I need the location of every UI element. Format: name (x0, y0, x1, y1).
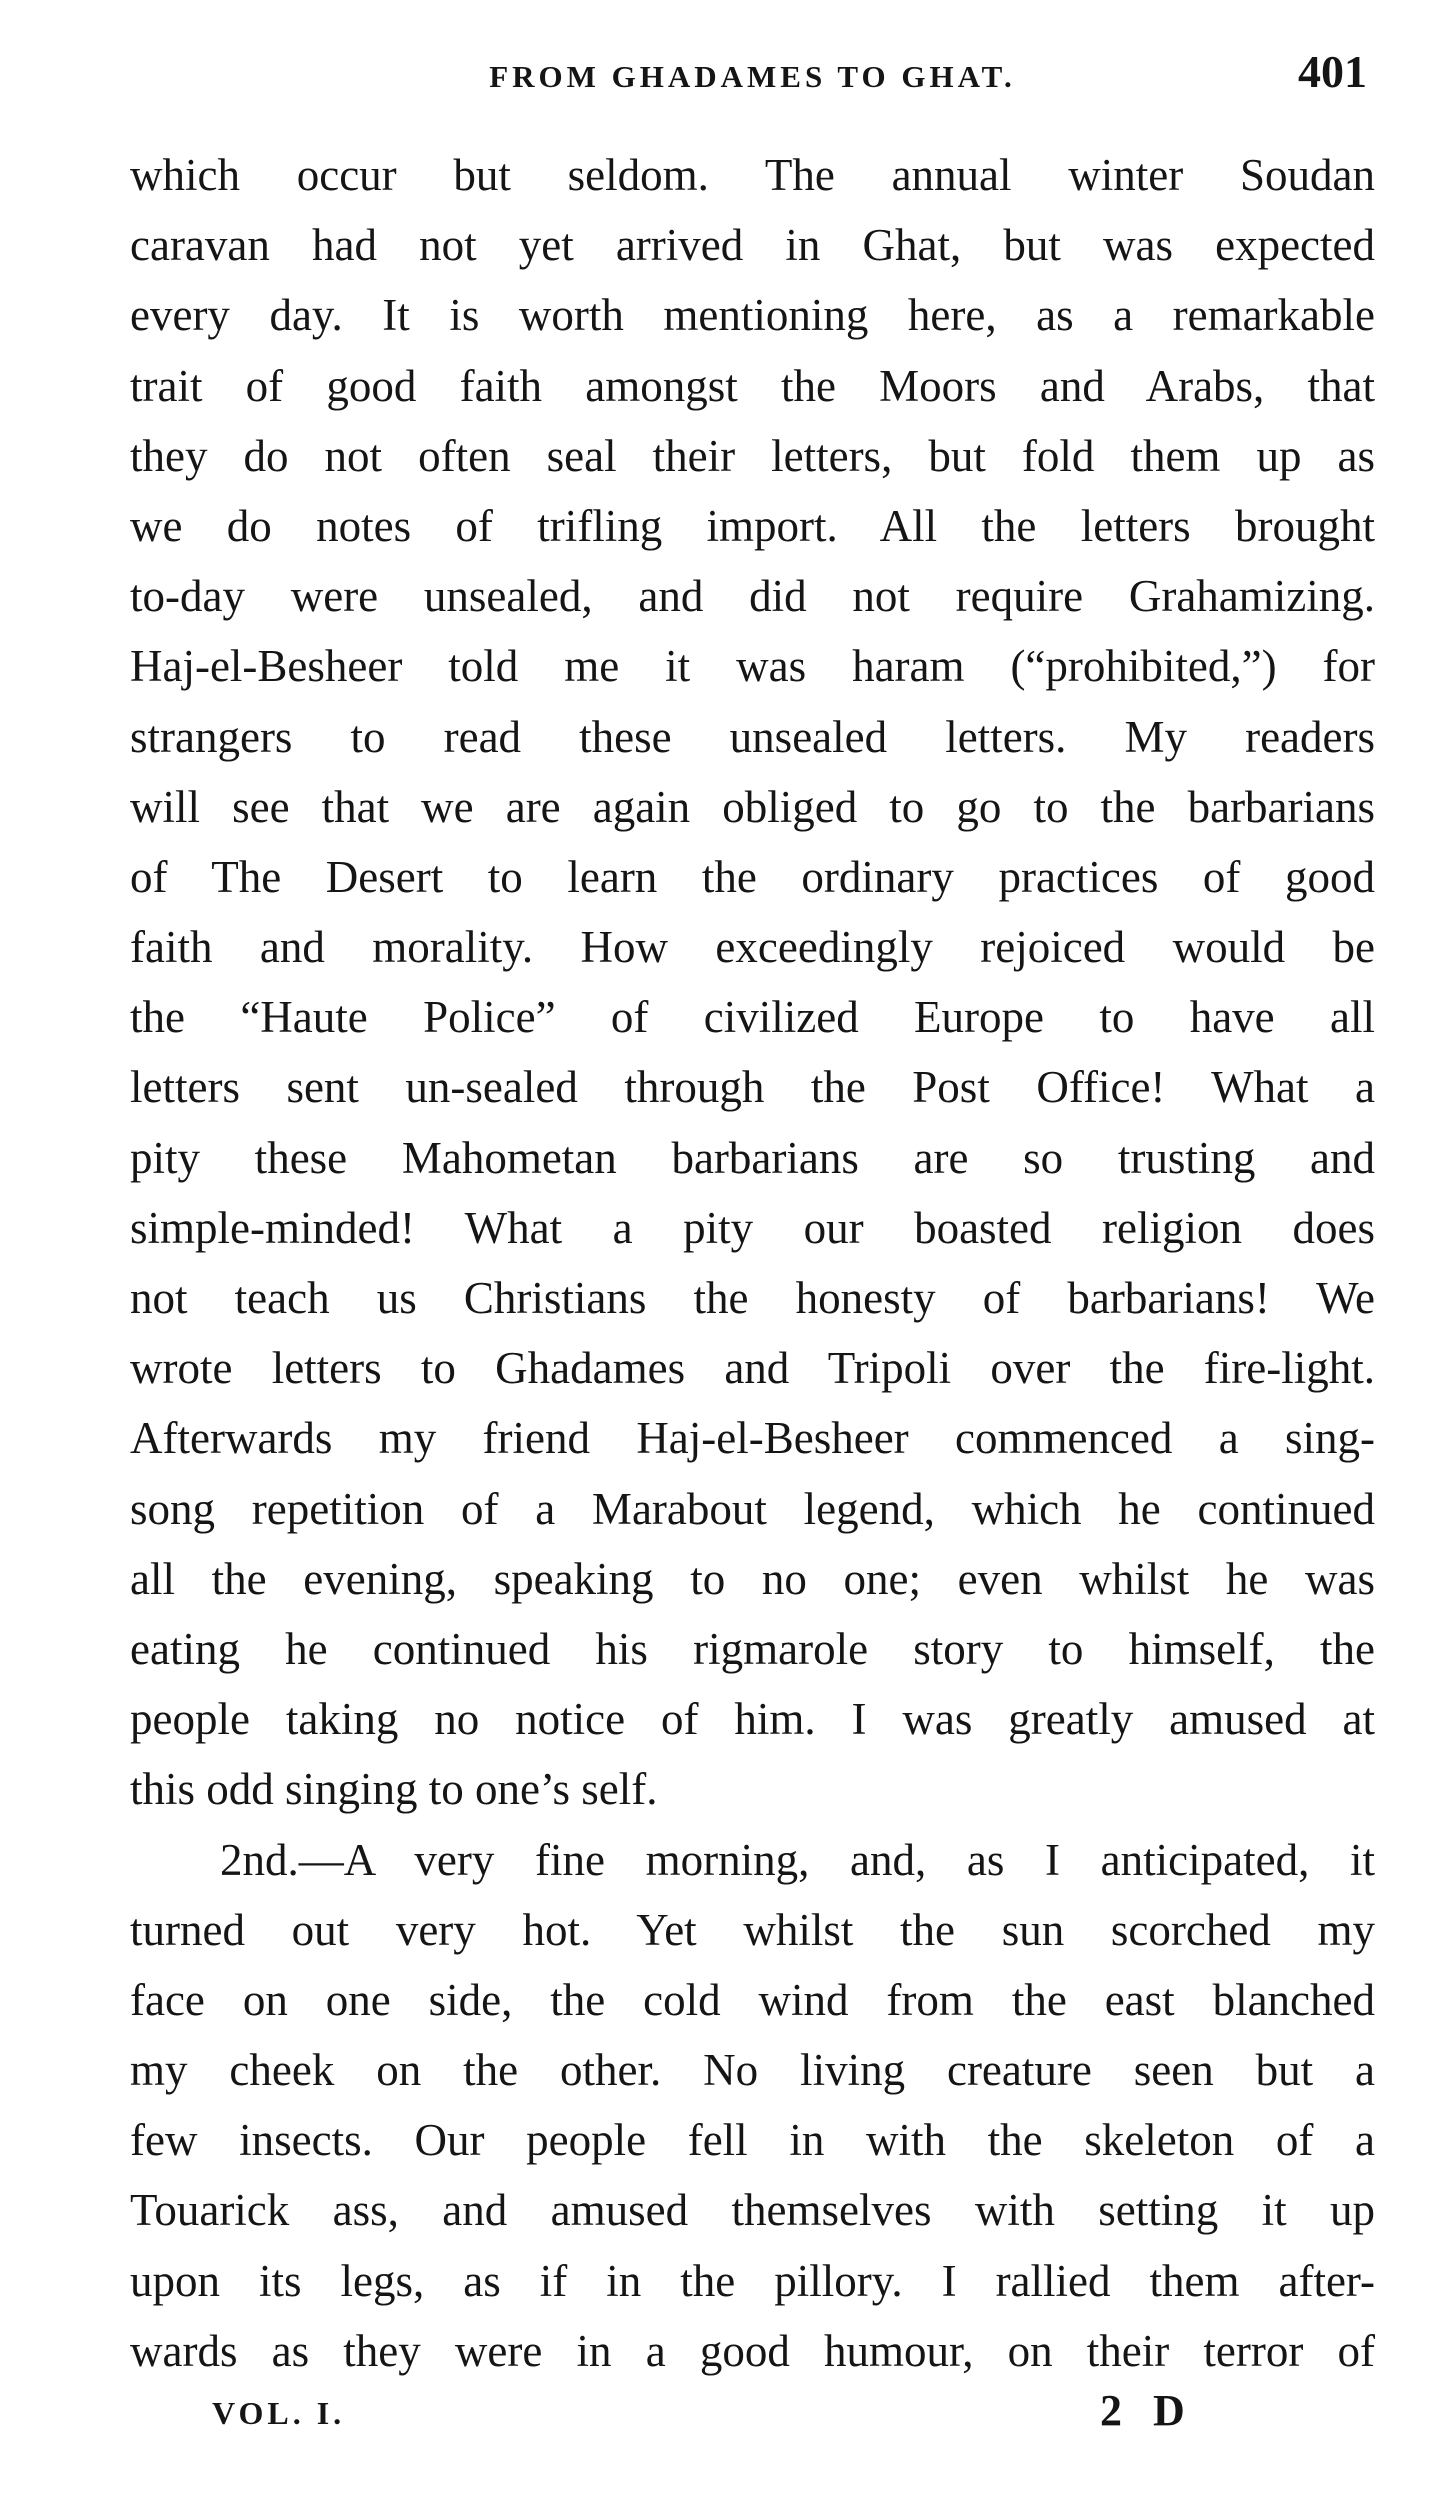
text-line: this odd singing to one’s self. (130, 1764, 658, 1815)
volume-label: VOL. I. (212, 2395, 346, 2431)
body-text (130, 140, 1375, 2386)
text-line: every day. It is worth mentioning here, as a remarkable (130, 290, 1375, 341)
text-line: 2nd.—A very fine morning, and, as I anticipated, it (220, 1834, 1375, 1885)
text-line: which occur but seldom. The annual winter Soudan (130, 150, 1375, 200)
text-line: of The Desert to learn the ordinary practices of good (130, 851, 1375, 902)
text-line: wrote letters to Ghadames and Tripoli over the fire-light. (130, 1343, 1375, 1394)
text-line: turned out very hot. Yet whilst the sun scorched my (130, 1904, 1375, 1955)
running-head: FROM GHADAMES TO GHAT. (489, 59, 1016, 94)
text-line: letters sent un-sealed through the Post Office! What a (130, 1062, 1375, 1113)
text-line: all the evening, speaking to no one; even whilst he was (130, 1553, 1375, 1604)
text-line: Touarick ass, and amused themselves with setting it up (130, 2185, 1375, 2236)
page-header (130, 45, 1375, 115)
text-line: trait of good faith amongst the Moors and Arabs, that (130, 360, 1375, 411)
text-line: few insects. Our people fell in with the skeleton of a (130, 2115, 1375, 2166)
text-line: people taking no notice of him. I was greatly amused at (130, 1694, 1375, 1745)
text-line: not teach us Christians the honesty of barbarians! We (130, 1273, 1375, 1323)
text-line: to-day were unsealed, and did not require Grahamizing. (130, 571, 1375, 622)
text-line: they do not often seal their letters, but fold them up as (130, 430, 1375, 481)
text-line: we do notes of trifling import. All the letters brought (130, 500, 1375, 551)
text-line: caravan had not yet arrived in Ghat, but was expected (130, 220, 1375, 271)
text-line: wards as they were in a good humour, on their terror of (130, 2325, 1375, 2376)
text-line: will see that we are again obliged to go to the barbarians (130, 781, 1375, 832)
text-line: upon its legs, as if in the pillory. I rallied them after- (130, 2255, 1375, 2306)
text-line: pity these Mahometan barbarians are so trusting and (130, 1132, 1375, 1183)
text-line: strangers to read these unsealed letters. My readers (130, 711, 1375, 762)
page-footer (200, 2386, 1200, 2455)
text-line: simple-minded! What a pity our boasted religion does (130, 1202, 1375, 1253)
text-line: the “Haute Police” of civilized Europe to have all (130, 992, 1375, 1043)
text-line: Haj-el-Besheer told me it was haram (“prohibited,”) for (130, 641, 1375, 692)
text-line: Afterwards my friend Haj-el-Besheer commenced a sing- (130, 1413, 1375, 1464)
text-line: eating he continued his rigmarole story to himself, the (130, 1623, 1375, 1674)
text-line: my cheek on the other. No living creature seen but a (130, 2045, 1375, 2096)
page-number: 401 (1298, 46, 1367, 97)
text-line: song repetition of a Marabout legend, which he continued (130, 1483, 1375, 1534)
text-line: faith and morality. How exceedingly rejoiced would be (130, 922, 1375, 973)
text-line: face on one side, the cold wind from the east blanched (130, 1974, 1375, 2025)
signature-mark: 2 D (1100, 2386, 1195, 2435)
